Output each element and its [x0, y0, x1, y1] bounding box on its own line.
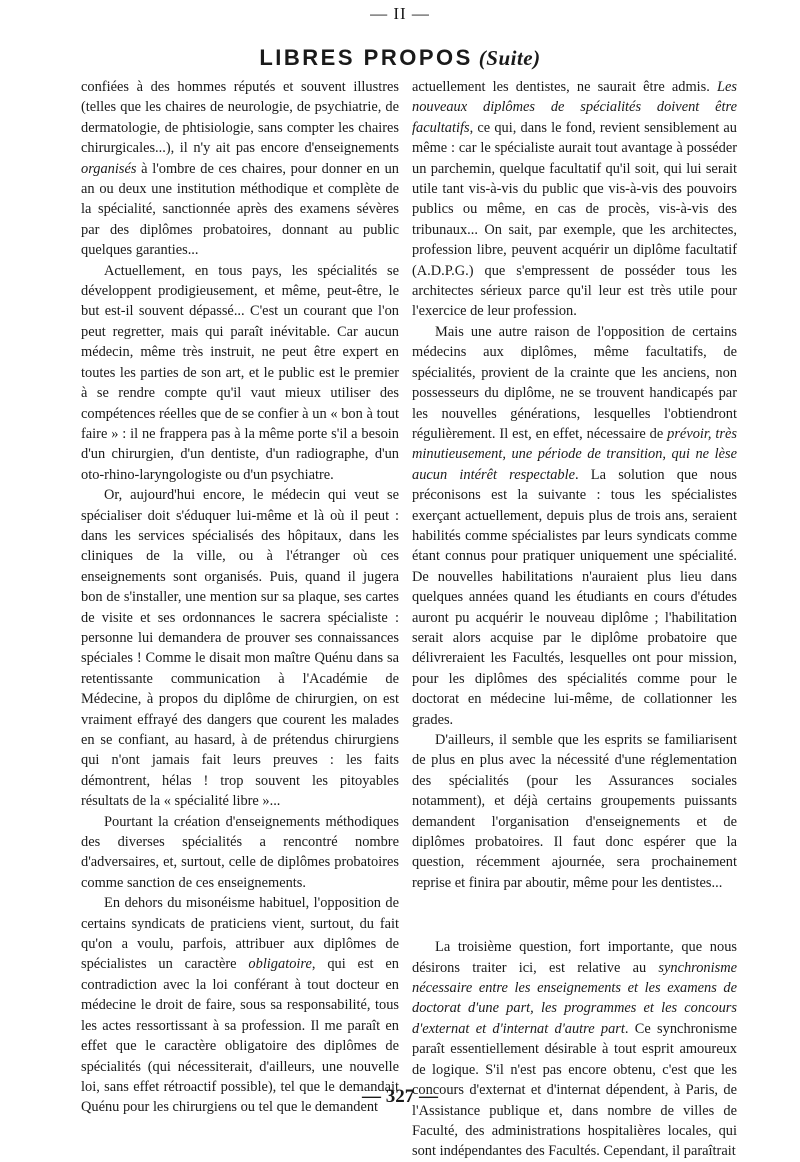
- text-run: Pourtant la création d'enseignements méthodiques des diverses spécialités a rencontré nombre d'adversaires, et, surtout, celle de diplômes probatoires comme sanction de ces enseignements.: [81, 813, 399, 891]
- italic-run: organisés: [81, 160, 137, 177]
- text-run: En dehors du misonéisme habituel, l'opposition de certains syndicats de praticiens vient, surtout, du fait qu'on a voulu, parfois, attribuer aux diplômes de spécialistes un caractère: [81, 895, 399, 973]
- paragraph: [81, 812, 399, 894]
- text-run: D'ailleurs, il semble que les esprits se familiarisent de plus en plus avec la nécessité d'une réglementation des spécialités (pour les Assurances sociales notamment), et déjà certains groupements puissants demandent l'organisation d'enseignements et de diplômes probatoires. Il faut donc espérer que la question, récemment ajournée, sera prochainement reprise et finira par aboutir, même pour les dentistes...: [412, 732, 737, 891]
- text-run: Actuellement, en tous pays, les spécialités se développent prodigieusement, et même, peut-être, le but est-il souvent dépassé... C'est un courant que l'on peut regretter, mais qui paraît inévitable. Car aucun médecin, même très instruit, ne peut être expert en toutes les parties de son art, et le public est le premier à se rendre compte qu'il vaut mieux utiliser des compétences réelles que de se confier à un « bon à tout faire » : il ne frappera pas à la même porte s'il a besoin d'un chirurgien, d'un dentiste, d'un radiographe, d'un oto-rhino-laryngologiste ou d'un psychiatre.: [81, 262, 399, 483]
- italic-run: synchronisme nécessaire entre les enseignements et les examens de doctorat d'une part, les programmes et les concours d'externat et d'internat d'autre part: [412, 959, 737, 1037]
- right-column: [412, 77, 737, 1162]
- paragraph: [81, 261, 399, 485]
- text-run: Mais une autre raison de l'opposition de certains médecins aux diplômes, même facultatifs, de spécialités, provient de la crainte que les anciens, non possesseurs du diplôme, ne se trouvent handicapés par les nouvelles générations, lesquelles l'obtiendront régulièrement. Il est, en effet, nécessaire de: [412, 323, 737, 442]
- header-page-roman: — II —: [370, 4, 430, 23]
- paragraph: [412, 322, 737, 730]
- section-gap: [412, 893, 737, 937]
- paragraph: [412, 730, 737, 893]
- italic-run: prévoir, très minutieusement, une période de transition, qui ne lèse aucun intérêt respectable: [412, 425, 737, 483]
- text-run: , ce qui, dans le fond, revient sensiblement au même : car le spécialiste aurait tout avantage à posséder un parchemin, quelque facultatif qu'il soit, qui lui serait utile tant vis-à-vis du public que vis-à-vis des pouvoirs publics ou même, en cas de procès, vis-à-vis des tribunaux... On sait, par exemple, que les architectes, profession libre, peuvent acquérir un diplôme facultatif (A.D.P.G.) que s'empressent de posséder tous les architectes sérieux parce qu'il leur est très utile pour l'exercice de leur profession.: [412, 119, 737, 320]
- text-run: Or, aujourd'hui encore, le médecin qui veut se spécialiser doit s'éduquer lui-même et là où il peut : dans les services spécialisés des hôpitaux, dans les cliniques de la ville, ou à l'étranger où ces enseignements sont organisés. Puis, quand il jugera bon de s'installer, une mention sur sa plaque, ses cartes de visite et ses ordonnances le sacrera spécialiste : personne lui demandera de prouver ses connaissances spéciales ! Comme le disait mon maître Quénu dans sa retentissante communication à l'Académie de Médecine, à propos du diplôme de chirurgien, on est vraiment effrayé des dangers que courent les malades en se confiant, au hasard, à de prétendus chirurgiens qui n'ont jamais fait leurs preuves : les faits démontrent, hélas ! trop souvent les pitoyables résultats de la « spécialité libre »...: [81, 487, 399, 810]
- paragraph: [81, 485, 399, 812]
- running-title-suite: (Suite): [478, 46, 541, 70]
- page-number: — 327 —: [362, 1086, 438, 1107]
- left-column: [81, 77, 399, 1118]
- paragraph: [81, 77, 399, 261]
- paragraph: [81, 893, 399, 1117]
- text-run: . Ce synchronisme paraît essentiellement désirable à tout esprit amoureux de logique. S'il n'est pas encore obtenu, c'est que les concours d'externat et d'internat dépendent, à Paris, de l'Assistance publique et, dans nombre de villes de Faculté, des administrations hospitalières locales, qui sont indépendantes des Facultés. Cependant, il paraîtrait: [412, 1020, 737, 1160]
- text-run: confiées à des hommes réputés et souvent illustres (telles que les chaires de neurologie, de psychiatrie, de dermatologie, de phtisiologie, sans compter les chaires chirurgicales...), il n'y ait pas encore d'enseignements: [81, 79, 399, 157]
- text-run: La troisième question, fort importante, que nous désirons traiter ici, est relative au: [412, 939, 737, 976]
- text-run: , qui est en contradiction avec la loi conférant à tout docteur en médecine le droit de faire, sous sa responsabilité, tous les actes ressortissant à sa profession. Il me paraît en effet que le caractère obligatoire des diplômes de spécialités (qui nécessiterait, d'ailleurs, une nouvelle loi, sans effet rétroactif possible), tel que le demandait Quénu pour les chirurgiens ou tel que le demandent: [81, 956, 399, 1116]
- running-title: [0, 45, 800, 71]
- italic-run: Les nouveaux diplômes de spécialités doivent être facultatifs: [412, 79, 737, 136]
- italic-run: obligatoire: [248, 956, 312, 973]
- running-title-text: LIBRES PROPOS: [259, 45, 473, 70]
- text-run: à l'ombre de ces chaires, pour donner en un an ou deux une institution méthodique et complète de la spécialité, sanctionnée après des examens sévères par des diplômes probatoires, donnant au public quelques garanties...: [81, 160, 399, 259]
- text-run: . La solution que nous préconisons est la suivante : tous les spécialistes exerçant actuellement, depuis plus de trois ans, seraient habilités comme spécialistes par leurs syndicats comme étant connus pour pratiquer uniquement une spécialité. De nouvelles habilitations n'auraient plus lieu dans quelques années quand les étudiants en cours d'études auront pu acquérir le nouveau diplôme ; l'habilitation serait alors acquise par le diplôme probatoire que délivreraient les Facultés, lesquelles ont pour mission, pour les diplômes des spécialités comme pour le doctorat en médecine lui-même, de collationner les grades.: [412, 466, 737, 728]
- paragraph: [412, 937, 737, 1161]
- paragraph: [412, 77, 737, 322]
- text-run: actuellement les dentistes, ne saurait être admis.: [412, 79, 717, 95]
